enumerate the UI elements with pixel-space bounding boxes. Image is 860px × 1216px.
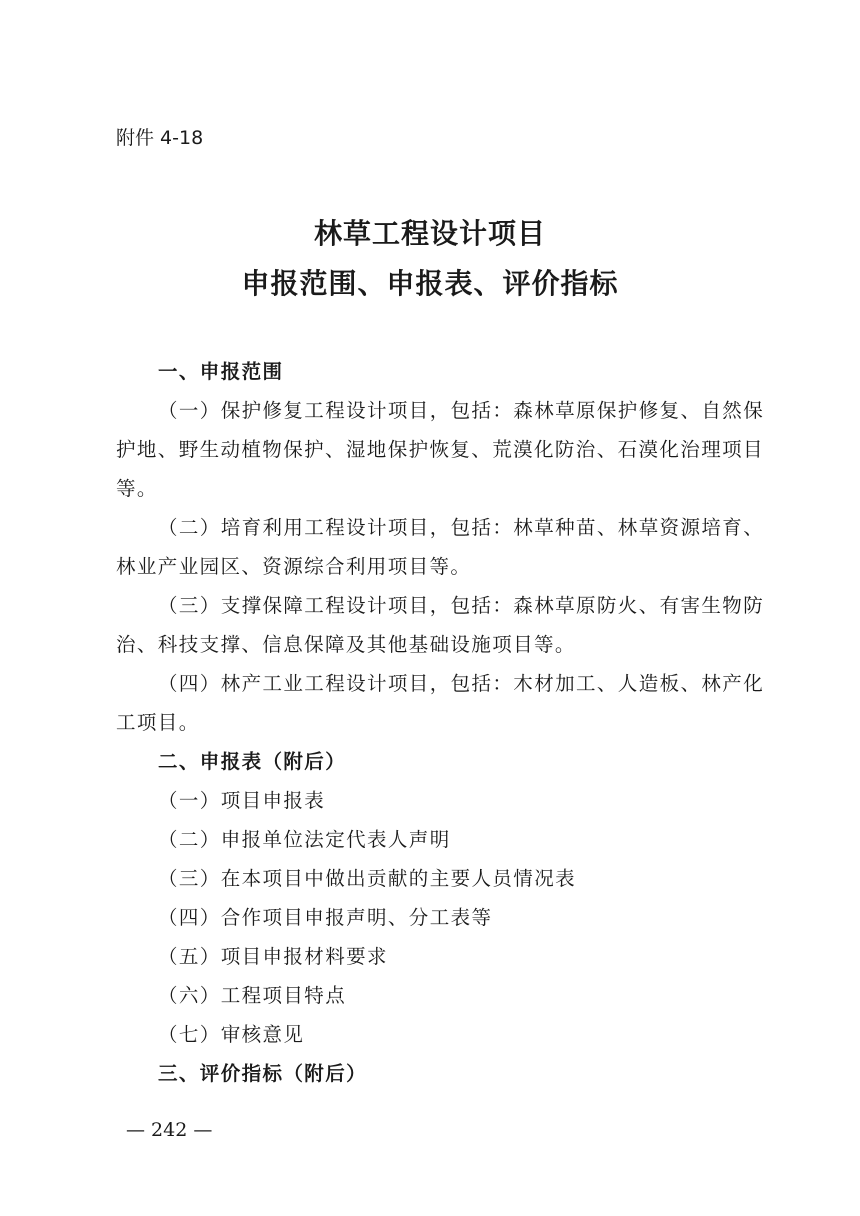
list-item: （六）工程项目特点 (158, 984, 347, 1007)
paragraph-line: 工项目。 (116, 711, 200, 734)
list-item: （七）审核意见 (158, 1023, 305, 1046)
paragraph-line: 护地、野生动植物保护、湿地保护恢复、荒漠化防治、石漠化治理项目 (116, 438, 764, 461)
attachment-label: 附件 4-18 (116, 127, 204, 149)
list-item: （四）合作项目申报声明、分工表等 (158, 906, 493, 929)
paragraph-line: 治、科技支撑、信息保障及其他基础设施项目等。 (116, 633, 576, 656)
paragraph-line: （一）保护修复工程设计项目，包括：森林草原保护修复、自然保 (158, 399, 765, 422)
list-item: （五）项目申报材料要求 (158, 945, 388, 968)
section-heading-scope: 一、申报范围 (158, 360, 284, 383)
paragraph-line: （三）支撑保障工程设计项目，包括：森林草原防火、有害生物防 (158, 594, 765, 617)
list-item: （三）在本项目中做出贡献的主要人员情况表 (158, 867, 577, 890)
page-number: — 242 — (126, 1119, 213, 1141)
list-item: （一）项目申报表 (158, 789, 326, 812)
paragraph-line: （二）培育利用工程设计项目，包括：林草种苗、林草资源培育、 (158, 516, 765, 539)
paragraph-line: 林业产业园区、资源综合利用项目等。 (116, 555, 472, 578)
document-body (116, 352, 765, 1093)
section-heading-forms: 二、申报表（附后） (158, 750, 347, 773)
list-item: （二）申报单位法定代表人声明 (158, 828, 451, 851)
paragraph-line: 等。 (116, 477, 158, 500)
document-title-line-1: 林草工程设计项目 (313, 217, 546, 250)
document-title-line-2: 申报范围、申报表、评价指标 (241, 267, 619, 300)
paragraph-line: （四）林产工业工程设计项目，包括：木材加工、人造板、林产化 (158, 672, 765, 695)
section-heading-evaluation: 三、评价指标（附后） (158, 1062, 368, 1085)
